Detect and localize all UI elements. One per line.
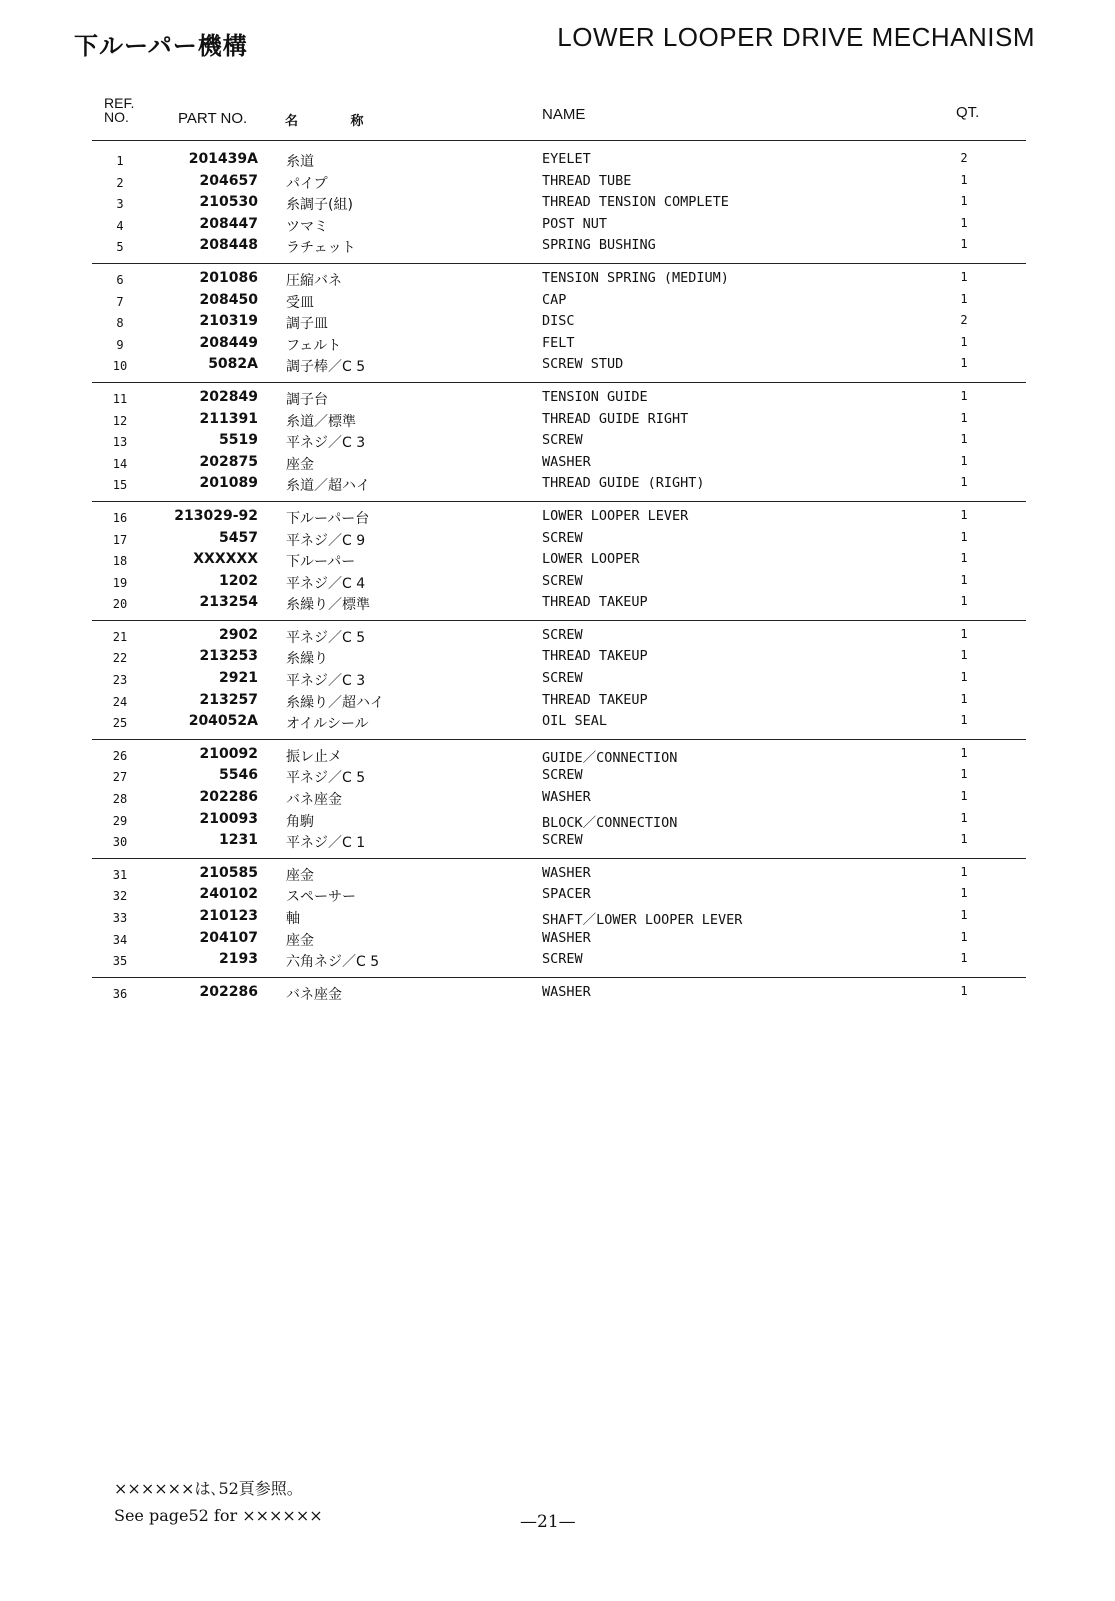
parts-group — [92, 264, 1026, 383]
jp-name-cell: オイルシール — [286, 716, 369, 733]
qty-cell: 1 — [960, 215, 968, 230]
jp-name-cell: 平ネジ／C 5 — [286, 629, 366, 646]
part-no-cell: 210319 — [199, 313, 258, 330]
footnote-en: See page52 for ×××××× — [114, 1506, 323, 1525]
name-cell: THREAD TAKEUP — [542, 691, 648, 708]
part-no-cell: 210093 — [199, 810, 258, 827]
qty-cell: 1 — [960, 745, 968, 760]
qty-cell: 1 — [960, 453, 968, 468]
page-title-jp: 下ルーパー機構 — [74, 32, 248, 60]
ref-no-cell: 9 — [116, 337, 124, 352]
table-row — [92, 387, 1026, 409]
table-row — [92, 646, 1026, 668]
table-row — [92, 690, 1026, 712]
qty-cell: 1 — [960, 810, 968, 825]
table-row — [92, 149, 1026, 171]
part-no-cell: 1202 — [219, 572, 258, 589]
footnote-jp: ××××××は､52頁参照。 — [114, 1479, 303, 1498]
part-no-cell: 202286 — [199, 789, 258, 806]
name-cell: THREAD TUBE — [542, 172, 632, 189]
ref-no-cell: 35 — [112, 954, 128, 969]
table-row — [92, 549, 1026, 571]
ref-no-cell: 2 — [116, 175, 124, 190]
page-title: LOWER LOOPER DRIVE MECHANISM — [557, 22, 1035, 52]
parts-group — [92, 502, 1026, 621]
ref-no-cell: 3 — [116, 197, 124, 212]
part-no-cell: 202875 — [199, 453, 258, 470]
ref-no-cell: 24 — [112, 694, 128, 709]
qty-cell: 2 — [960, 313, 968, 328]
qty-cell: 1 — [960, 172, 968, 187]
ref-no-cell: 28 — [112, 792, 128, 807]
qty-cell: 1 — [960, 529, 968, 544]
part-no-cell: 210585 — [199, 864, 258, 881]
part-no-cell: 211391 — [199, 410, 258, 427]
qty-cell: 1 — [960, 648, 968, 663]
jp-name-cell: 調子棒／C 5 — [286, 359, 366, 376]
ref-no-cell: 34 — [112, 932, 128, 947]
table-row — [92, 863, 1026, 885]
part-no-cell: 210530 — [199, 194, 258, 211]
ref-no-cell: 29 — [112, 813, 128, 828]
part-no-cell: 213254 — [199, 594, 258, 611]
table-row — [92, 354, 1026, 376]
table-row — [92, 214, 1026, 236]
qty-cell: 1 — [960, 432, 968, 447]
name-cell: SPRING BUSHING — [542, 237, 656, 254]
jp-name-cell: 圧縮バネ — [286, 272, 342, 289]
part-no-cell: 208449 — [199, 334, 258, 351]
ref-no-cell: 10 — [112, 359, 128, 374]
jp-name-cell: 軸 — [286, 911, 300, 927]
qty-cell: 1 — [960, 410, 968, 425]
name-cell: GUIDE／CONNECTION — [542, 749, 678, 766]
ref-no-cell: 12 — [112, 413, 128, 428]
jp-name-cell: パイプ — [286, 175, 328, 192]
name-cell: LOWER LOOPER — [542, 551, 640, 568]
qty-cell: 1 — [960, 388, 968, 403]
table-row — [92, 171, 1026, 193]
part-no-cell: 213029-92 — [174, 507, 258, 524]
table-row — [92, 711, 1026, 733]
part-no-cell: 213253 — [199, 648, 258, 665]
name-cell: POST NUT — [542, 215, 608, 232]
name-cell: WASHER — [542, 789, 591, 806]
jp-name-cell: 下ルーパー台 — [286, 510, 370, 527]
qty-cell: 1 — [960, 864, 968, 879]
jp-name-cell: 糸繰り — [286, 651, 328, 668]
qty-cell: 1 — [960, 832, 968, 847]
part-no-cell: 202286 — [199, 983, 258, 1000]
ref-no-cell: 14 — [112, 456, 128, 471]
part-no-cell: 2902 — [219, 626, 258, 643]
name-cell: WASHER — [542, 983, 591, 1000]
table-row — [92, 830, 1026, 852]
jp-name-cell: 調子皿 — [286, 316, 328, 333]
table-row — [92, 884, 1026, 906]
ref-no-cell: 16 — [112, 510, 128, 525]
ref-no-cell: 30 — [112, 835, 128, 850]
header-ref-line1: REF. — [104, 95, 135, 111]
jp-name-cell: 糸道 — [286, 154, 314, 170]
table-row — [92, 311, 1026, 333]
jp-name-cell: ラチェット — [286, 240, 356, 257]
name-cell: SCREW — [542, 670, 583, 687]
qty-cell: 1 — [960, 334, 968, 349]
part-no-cell: 240102 — [199, 886, 258, 903]
ref-no-cell: 5 — [116, 240, 124, 255]
name-cell: THREAD TENSION COMPLETE — [542, 194, 729, 211]
parts-group — [92, 145, 1026, 264]
parts-group — [92, 621, 1026, 740]
jp-name-cell: フェルト — [286, 337, 342, 354]
qty-cell: 1 — [960, 789, 968, 804]
ref-no-cell: 6 — [116, 272, 124, 287]
parts-group — [92, 978, 1026, 1010]
part-no-cell: 204107 — [199, 929, 258, 946]
name-cell: BLOCK／CONNECTION — [542, 814, 678, 831]
table-row — [92, 982, 1026, 1004]
ref-no-cell: 13 — [112, 435, 128, 450]
name-cell: SCREW — [542, 626, 583, 643]
jp-name-cell: バネ座金 — [286, 792, 342, 809]
jp-name-cell: 座金 — [286, 932, 314, 949]
part-no-cell: 204052A — [188, 713, 258, 730]
ref-no-cell: 15 — [112, 478, 128, 493]
name-cell: DISC — [542, 313, 575, 330]
jp-name-cell: 糸道／標準 — [286, 413, 356, 430]
qty-cell: 1 — [960, 886, 968, 901]
part-no-cell: 5519 — [219, 432, 258, 449]
parts-group — [92, 740, 1026, 859]
table-row — [92, 409, 1026, 431]
name-cell: CAP — [542, 291, 567, 308]
ref-no-cell: 17 — [112, 532, 128, 547]
table-row — [92, 452, 1026, 474]
part-no-cell: 210123 — [199, 908, 258, 924]
table-row — [92, 949, 1026, 971]
ref-no-cell: 33 — [112, 911, 128, 925]
table-row — [92, 928, 1026, 950]
part-no-cell: 201439A — [188, 151, 258, 167]
qty-cell: 1 — [960, 983, 968, 998]
name-cell: THREAD GUIDE (RIGHT) — [542, 475, 705, 492]
part-no-cell: 2921 — [219, 670, 258, 687]
jp-name-cell: 平ネジ／C 5 — [286, 770, 366, 787]
ref-no-cell: 4 — [116, 218, 124, 233]
qty-cell: 1 — [960, 551, 968, 566]
header-qt: QT. — [956, 104, 980, 121]
name-cell: SCREW — [542, 951, 583, 968]
table-row — [92, 765, 1026, 787]
table-header — [92, 96, 1026, 141]
part-no-cell: 213257 — [199, 691, 258, 708]
jp-name-cell: バネ座金 — [286, 986, 342, 1003]
ref-no-cell: 20 — [112, 597, 128, 612]
ref-no-cell: 32 — [112, 889, 128, 904]
footnote — [114, 1475, 323, 1529]
name-cell: THREAD TAKEUP — [542, 648, 648, 665]
qty-cell: 1 — [960, 929, 968, 944]
jp-name-cell: 平ネジ／C 1 — [286, 835, 366, 852]
jp-name-cell: 調子台 — [286, 391, 328, 408]
part-no-cell: 201089 — [199, 475, 258, 492]
table-row — [92, 668, 1026, 690]
name-cell: LOWER LOOPER LEVER — [542, 507, 689, 524]
jp-name-cell: 下ルーパー — [286, 554, 356, 571]
table-row — [92, 268, 1026, 290]
name-cell: SCREW — [542, 572, 583, 589]
qty-cell: 2 — [960, 151, 968, 165]
table-row — [92, 430, 1026, 452]
jp-name-cell: スペーサー — [286, 889, 356, 906]
header-part-no: PART NO. — [178, 110, 248, 127]
name-cell: THREAD GUIDE RIGHT — [542, 410, 689, 427]
table-row — [92, 290, 1026, 312]
ref-no-cell: 27 — [112, 770, 128, 785]
name-cell: OIL SEAL — [542, 713, 608, 730]
header-jp-name: 名 称 — [285, 114, 364, 129]
table-row — [92, 592, 1026, 614]
part-no-cell: 208447 — [199, 215, 258, 232]
jp-name-cell: 六角ネジ／C 5 — [286, 954, 380, 971]
header-ref-line2: NO. — [104, 109, 129, 125]
ref-no-cell: 26 — [112, 748, 128, 763]
jp-name-cell: 糸道／超ハイ — [286, 478, 370, 495]
name-cell: TENSION GUIDE — [542, 388, 648, 405]
jp-name-cell: ツマミ — [286, 218, 328, 235]
jp-name-cell: 振レ止メ — [286, 748, 342, 765]
qty-cell: 1 — [960, 572, 968, 587]
parts-table — [92, 145, 1026, 1009]
name-cell: SCREW STUD — [542, 356, 624, 373]
qty-cell: 1 — [960, 713, 968, 728]
name-cell: EYELET — [542, 151, 591, 167]
jp-name-cell: 平ネジ／C 3 — [286, 673, 366, 690]
part-no-cell: 5546 — [219, 767, 258, 784]
name-cell: SHAFT／LOWER LOOPER LEVER — [542, 912, 743, 928]
part-no-cell: 208450 — [199, 291, 258, 308]
table-row — [92, 192, 1026, 214]
ref-no-cell: 19 — [112, 575, 128, 590]
table-row — [92, 744, 1026, 766]
table-row — [92, 473, 1026, 495]
ref-no-cell: 21 — [112, 629, 128, 644]
jp-name-cell: 受皿 — [286, 294, 314, 311]
table-row — [92, 809, 1026, 831]
part-no-cell: 210092 — [199, 745, 258, 762]
ref-no-cell: 31 — [112, 867, 128, 882]
part-no-cell: 202849 — [199, 388, 258, 405]
table-row — [92, 625, 1026, 647]
name-cell: FELT — [542, 334, 575, 351]
jp-name-cell: 平ネジ／C 3 — [286, 435, 366, 452]
jp-name-cell: 座金 — [286, 456, 314, 473]
name-cell: TENSION SPRING (MEDIUM) — [542, 269, 729, 286]
header-name: NAME — [542, 106, 586, 123]
qty-cell: 1 — [960, 767, 968, 782]
table-row — [92, 506, 1026, 528]
name-cell: SCREW — [542, 767, 583, 784]
name-cell: WASHER — [542, 929, 591, 946]
ref-no-cell: 1 — [116, 154, 124, 168]
name-cell: SCREW — [542, 432, 583, 449]
qty-cell: 1 — [960, 951, 968, 966]
qty-cell: 1 — [960, 356, 968, 371]
parts-group — [92, 383, 1026, 502]
qty-cell: 1 — [960, 194, 968, 209]
ref-no-cell: 8 — [116, 316, 124, 331]
qty-cell: 1 — [960, 670, 968, 685]
jp-name-cell: 糸調子(組) — [286, 197, 353, 214]
page-number: —21— — [520, 1512, 576, 1532]
name-cell: SPACER — [542, 886, 591, 903]
ref-no-cell: 7 — [116, 294, 124, 309]
jp-name-cell: 平ネジ／C 4 — [286, 575, 366, 592]
ref-no-cell: 25 — [112, 716, 128, 731]
qty-cell: 1 — [960, 507, 968, 522]
qty-cell: 1 — [960, 291, 968, 306]
parts-group — [92, 859, 1026, 978]
part-no-cell: 208448 — [199, 237, 258, 254]
part-no-cell: 2193 — [219, 951, 258, 968]
ref-no-cell: 36 — [112, 986, 128, 1001]
part-no-cell: 204657 — [199, 172, 258, 189]
ref-no-cell: 18 — [112, 554, 128, 569]
qty-cell: 1 — [960, 594, 968, 609]
part-no-cell: 5457 — [219, 529, 258, 546]
table-row — [92, 571, 1026, 593]
name-cell: SCREW — [542, 529, 583, 546]
table-row — [92, 235, 1026, 257]
part-no-cell: 5082A — [208, 356, 258, 373]
part-no-cell: 201086 — [199, 269, 258, 286]
part-no-cell: 1231 — [219, 832, 258, 849]
ref-no-cell: 22 — [112, 651, 128, 666]
qty-cell: 1 — [960, 691, 968, 706]
ref-no-cell: 11 — [112, 391, 128, 406]
name-cell: SCREW — [542, 832, 583, 849]
qty-cell: 1 — [960, 908, 968, 922]
qty-cell: 1 — [960, 475, 968, 490]
jp-name-cell: 平ネジ／C 9 — [286, 532, 366, 549]
table-row — [92, 333, 1026, 355]
jp-name-cell: 座金 — [286, 867, 314, 884]
ref-no-cell: 23 — [112, 673, 128, 688]
qty-cell: 1 — [960, 237, 968, 252]
qty-cell: 1 — [960, 626, 968, 641]
table-row — [92, 906, 1026, 928]
part-no-cell: XXXXXX — [193, 551, 258, 568]
table-row — [92, 787, 1026, 809]
jp-name-cell: 角駒 — [286, 813, 314, 830]
name-cell: THREAD TAKEUP — [542, 594, 648, 611]
name-cell: WASHER — [542, 453, 591, 470]
table-row — [92, 528, 1026, 550]
jp-name-cell: 糸繰り／標準 — [286, 597, 370, 614]
name-cell: WASHER — [542, 864, 591, 881]
header-ref-no — [104, 96, 134, 124]
jp-name-cell: 糸繰り／超ハイ — [286, 694, 384, 711]
qty-cell: 1 — [960, 269, 968, 284]
